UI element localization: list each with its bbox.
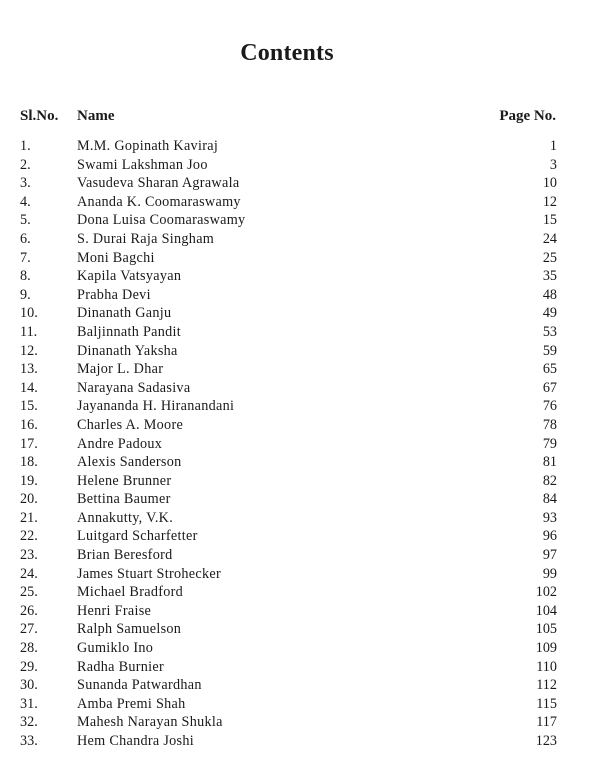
- entry-name: Major L. Dhar: [77, 361, 164, 378]
- page-title: Contents: [240, 40, 334, 66]
- entry-serial-number: 20.: [20, 491, 38, 508]
- entry-name: Jayananda H. Hiranandani: [77, 398, 235, 415]
- entry-name: Ananda K. Coomaraswamy: [77, 193, 241, 210]
- entry-page-number: 112: [536, 677, 557, 694]
- entry-name: Gumiklo Ino: [77, 640, 154, 657]
- entry-serial-number: 18.: [20, 454, 38, 471]
- entry-page-number: 79: [542, 435, 557, 452]
- contents-entry: [0, 174, 600, 193]
- entry-name: Vasudeva Sharan Agrawala: [77, 175, 240, 192]
- entry-name: Luitgard Scharfetter: [77, 528, 198, 545]
- entry-page-number: 53: [542, 323, 557, 340]
- entry-serial-number: 6.: [20, 230, 31, 247]
- entry-serial-number: 8.: [20, 268, 31, 285]
- entry-serial-number: 12.: [20, 342, 38, 359]
- entry-page-number: 48: [542, 286, 557, 303]
- column-header-page-no: Page No.: [499, 108, 556, 124]
- entry-page-number: 97: [542, 547, 557, 564]
- entry-name: Amba Premi Shah: [77, 695, 186, 712]
- contents-entry: [0, 137, 600, 156]
- entry-page-number: 24: [542, 230, 557, 247]
- entry-serial-number: 13.: [20, 361, 38, 378]
- contents-entry: [0, 416, 600, 435]
- contents-entry: [0, 546, 600, 565]
- entry-name: S. Durai Raja Singham: [77, 230, 215, 247]
- contents-entry: [0, 472, 600, 491]
- entry-name: Henri Fraise: [77, 602, 152, 619]
- entry-name: Dona Luisa Coomaraswamy: [77, 212, 246, 229]
- contents-entry: [0, 230, 600, 249]
- contents-entry: [0, 583, 600, 602]
- entry-serial-number: 10.: [20, 305, 38, 322]
- entry-page-number: 10: [542, 175, 557, 192]
- entry-name: Alexis Sanderson: [77, 454, 182, 471]
- column-header-sl-no: Sl.No.: [20, 108, 59, 124]
- entry-name: Moni Bagchi: [77, 249, 155, 266]
- contents-entry: [0, 342, 600, 361]
- entry-page-number: 93: [542, 509, 557, 526]
- entry-serial-number: 14.: [20, 379, 38, 396]
- contents-list: [0, 137, 600, 751]
- entry-serial-number: 31.: [20, 695, 38, 712]
- entry-name: Baljinnath Pandit: [77, 323, 182, 340]
- contents-entry: [0, 509, 600, 528]
- entry-page-number: 109: [535, 640, 557, 657]
- entry-page-number: 81: [542, 454, 557, 471]
- contents-entry: [0, 695, 600, 714]
- contents-entry: [0, 620, 600, 639]
- entry-page-number: 123: [535, 733, 557, 749]
- contents-entry: [0, 713, 600, 732]
- entry-name: Brian Beresford: [77, 547, 173, 564]
- entry-name: Kapila Vatsyayan: [77, 268, 182, 285]
- entry-page-number: 59: [542, 342, 557, 359]
- contents-entry: [0, 211, 600, 230]
- entry-page-number: 117: [536, 714, 557, 731]
- contents-entry: [0, 527, 600, 546]
- column-header-name: Name: [77, 108, 115, 124]
- entry-serial-number: 30.: [20, 677, 38, 694]
- entry-page-number: 105: [535, 621, 557, 638]
- entry-serial-number: 9.: [20, 286, 31, 303]
- entry-serial-number: 27.: [20, 621, 38, 638]
- entry-serial-number: 2.: [20, 156, 31, 173]
- contents-entry: [0, 286, 600, 305]
- entry-serial-number: 25.: [20, 584, 38, 601]
- entry-serial-number: 29.: [20, 658, 38, 675]
- contents-entry: [0, 565, 600, 584]
- entry-serial-number: 21.: [20, 509, 38, 526]
- contents-entry: [0, 397, 600, 416]
- contents-entry: [0, 639, 600, 658]
- contents-entry: [0, 453, 600, 472]
- contents-entry: [0, 658, 600, 677]
- contents-entry: [0, 435, 600, 454]
- entry-serial-number: 5.: [20, 212, 31, 229]
- entry-serial-number: 28.: [20, 640, 38, 657]
- entry-serial-number: 7.: [20, 249, 31, 266]
- entry-serial-number: 33.: [20, 733, 38, 749]
- contents-entry: [0, 323, 600, 342]
- entry-name: Radha Burnier: [77, 658, 165, 675]
- entry-page-number: 15: [542, 212, 557, 229]
- contents-entry: [0, 304, 600, 323]
- entry-page-number: 78: [542, 416, 557, 433]
- entry-page-number: 3: [549, 156, 557, 173]
- contents-entry: [0, 379, 600, 398]
- entry-page-number: 65: [542, 361, 557, 378]
- contents-entry: [0, 249, 600, 268]
- entry-name: Ralph Samuelson: [77, 621, 182, 638]
- entry-serial-number: 4.: [20, 193, 31, 210]
- contents-entry: [0, 156, 600, 175]
- entry-name: James Stuart Strohecker: [77, 565, 222, 582]
- contents-entry: [0, 193, 600, 212]
- entry-name: Prabha Devi: [77, 286, 151, 303]
- entry-serial-number: 23.: [20, 547, 38, 564]
- entry-page-number: 1: [549, 138, 557, 154]
- entry-page-number: 110: [536, 658, 557, 675]
- entry-serial-number: 1.: [20, 138, 31, 154]
- contents-entry: [0, 360, 600, 379]
- entry-page-number: 99: [542, 565, 557, 582]
- entry-name: Andre Padoux: [77, 435, 163, 452]
- entry-name: Annakutty, V.K.: [77, 509, 174, 526]
- entry-serial-number: 3.: [20, 175, 31, 192]
- contents-entry: [0, 490, 600, 509]
- contents-entry: [0, 267, 600, 286]
- entry-page-number: 12: [542, 193, 557, 210]
- entry-serial-number: 26.: [20, 602, 38, 619]
- entry-name: Dinanath Yaksha: [77, 342, 178, 359]
- entry-page-number: 115: [536, 695, 557, 712]
- entry-name: Hem Chandra Joshi: [77, 733, 195, 749]
- entry-name: Bettina Baumer: [77, 491, 171, 508]
- entry-serial-number: 24.: [20, 565, 38, 582]
- entry-name: Mahesh Narayan Shukla: [77, 714, 223, 731]
- entry-page-number: 102: [535, 584, 557, 601]
- contents-entry: [0, 732, 600, 751]
- entry-name: M.M. Gopinath Kaviraj: [77, 138, 219, 154]
- entry-serial-number: 32.: [20, 714, 38, 731]
- entry-page-number: 25: [542, 249, 557, 266]
- entry-name: Michael Bradford: [77, 584, 184, 601]
- entry-serial-number: 16.: [20, 416, 38, 433]
- entry-page-number: 104: [535, 602, 557, 619]
- entry-name: Helene Brunner: [77, 472, 172, 489]
- entry-serial-number: 15.: [20, 398, 38, 415]
- entry-serial-number: 19.: [20, 472, 38, 489]
- entry-name: Narayana Sadasiva: [77, 379, 191, 396]
- entry-page-number: 49: [542, 305, 557, 322]
- entry-serial-number: 17.: [20, 435, 38, 452]
- entry-page-number: 67: [542, 379, 557, 396]
- entry-name: Dinanath Ganju: [77, 305, 172, 322]
- entry-name: Charles A. Moore: [77, 416, 184, 433]
- contents-entry: [0, 602, 600, 621]
- entry-name: Sunanda Patwardhan: [77, 677, 202, 694]
- entry-name: Swami Lakshman Joo: [77, 156, 208, 173]
- entry-page-number: 35: [542, 268, 557, 285]
- entry-page-number: 84: [542, 491, 557, 508]
- contents-entry: [0, 676, 600, 695]
- entry-page-number: 76: [542, 398, 557, 415]
- entry-page-number: 96: [542, 528, 557, 545]
- entry-serial-number: 22.: [20, 528, 38, 545]
- entry-serial-number: 11.: [20, 323, 38, 340]
- entry-page-number: 82: [542, 472, 557, 489]
